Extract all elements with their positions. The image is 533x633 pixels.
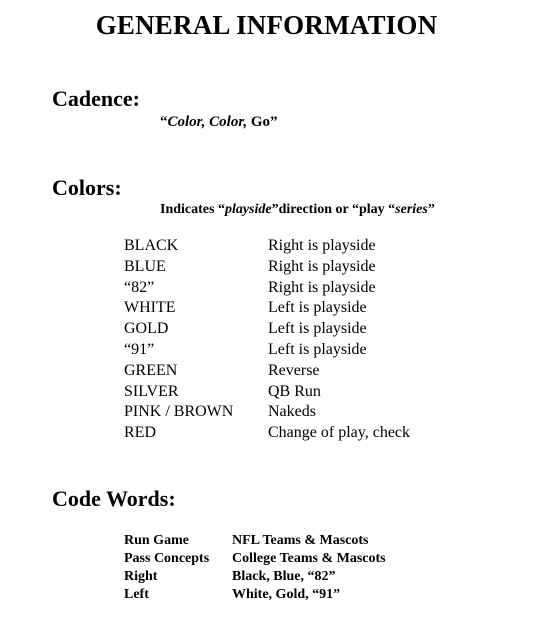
colors-intro-part-3: ” <box>427 202 435 217</box>
code-word-value: College Teams & Mascots <box>232 551 386 566</box>
color-meaning: Left is playside <box>268 340 367 358</box>
colors-intro-part-2: ”direction or “play “ <box>271 202 396 217</box>
colors-intro-part-1: Indicates “ <box>160 202 225 217</box>
color-name: BLUE <box>124 257 166 275</box>
color-meaning: Reverse <box>268 361 320 379</box>
colors-intro-playside: playside <box>224 202 272 217</box>
colors-intro-series: series <box>395 202 428 217</box>
color-name: SILVER <box>124 382 179 400</box>
color-name: “91” <box>124 340 155 358</box>
color-name: BLACK <box>124 237 179 254</box>
color-name: GREEN <box>124 361 178 379</box>
code-word-term: Left <box>124 587 149 602</box>
color-meaning: Change of play, check <box>268 424 411 442</box>
cadence-call <box>160 113 278 131</box>
code-word-value: NFL Teams & Mascots <box>232 533 369 548</box>
code-word-value: White, Gold, “91” <box>232 587 341 602</box>
cadence-call-italic: Color, Color, <box>167 114 248 130</box>
color-name: “82” <box>124 278 155 296</box>
color-meaning: Left is playside <box>268 320 367 338</box>
colors-heading: Colors: <box>52 175 122 200</box>
color-meaning: Nakeds <box>268 403 316 421</box>
color-meaning: QB Run <box>268 382 321 400</box>
code-word-term: Right <box>124 569 158 584</box>
colors-intro <box>160 201 435 219</box>
code-word-term: Run Game <box>124 533 189 548</box>
code-word-value: Black, Blue, “82” <box>232 569 336 584</box>
color-name: WHITE <box>124 299 176 317</box>
cadence-heading: Cadence: <box>52 86 140 111</box>
cadence-call-rest: Go” <box>247 114 278 130</box>
color-name: RED <box>124 424 156 442</box>
page-title: GENERAL INFORMATION <box>95 10 438 40</box>
color-name: PINK / BROWN <box>124 403 234 421</box>
color-name: GOLD <box>124 320 169 338</box>
color-meaning: Right is playside <box>268 237 376 254</box>
code-words-heading: Code Words: <box>52 486 176 511</box>
cadence-open-quote: “ <box>160 114 168 130</box>
color-meaning: Right is playside <box>268 278 376 296</box>
code-word-term: Pass Concepts <box>124 551 210 566</box>
color-meaning: Left is playside <box>268 299 367 317</box>
color-meaning: Right is playside <box>268 257 376 275</box>
